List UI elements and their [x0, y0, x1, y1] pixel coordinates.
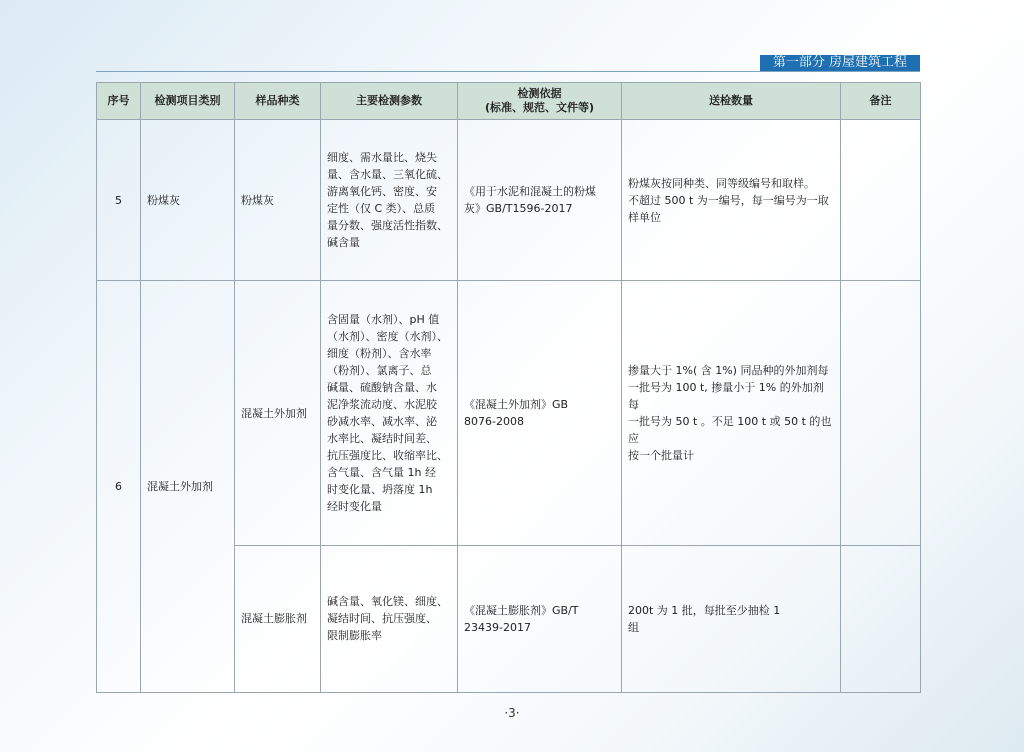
row-quantity: 掺量大于 1%( 含 1%) 同品种的外加剂每 一批号为 100 t, 掺量小于 1% 的外加剂每 一批号为 50 t 。不足 100 t 或 50 t 的也 应 按一个批量计 [622, 281, 841, 545]
col-header-remarks: 备注 [841, 83, 921, 120]
table-row [97, 120, 921, 281]
table-row [97, 281, 921, 545]
row-remarks [841, 545, 921, 692]
row-index: 6 [97, 281, 141, 693]
row-index: 5 [97, 120, 141, 281]
row-quantity: 粉煤灰按同种类、同等级编号和取样。 不超过 500 t 为一编号，每一编号为一取 样单位 [622, 120, 841, 281]
row-params: 碱含量、氧化镁、细度、 凝结时间、抗压强度、 限制膨胀率 [321, 545, 458, 692]
row-params: 含固量（水剂）、pH 值 （水剂）、密度（水剂）、 细度（粉剂）、含水率 （粉剂）、氯离子、总 碱量、硫酸钠含量、水 泥净浆流动度、水泥胶 砂减水率、减水率、泌 水率比、凝结时间差、 抗压强度比、收缩率比、 含气量、含气量 1h 经 时变化量、坍落度 1h 经时变化量 [321, 281, 458, 545]
col-header-basis-line2: (标准、规范、文件等) [484, 101, 595, 114]
table-header-row [97, 83, 921, 120]
header-rule [96, 71, 920, 72]
col-header-quantity: 送检数量 [622, 83, 841, 120]
col-header-sample-type: 样品种类 [235, 83, 321, 120]
row-remarks [841, 120, 921, 281]
row-sample-type: 混凝土外加剂 [235, 281, 321, 545]
row-params: 细度、需水量比、烧失 量、含水量、三氧化硫、 游离氧化钙、密度、安 定性（仅 C 类）、总质 量分数、强度活性指数、 碱含量 [321, 120, 458, 281]
col-header-basis-line1: 检测依据 [517, 87, 562, 100]
row-quantity: 200t 为 1 批，每批至少抽检 1 组 [622, 545, 841, 692]
row-sample-type: 粉煤灰 [235, 120, 321, 281]
col-header-basis [458, 83, 622, 120]
page-number: ·3· [504, 706, 520, 720]
col-header-category: 检测项目类别 [141, 83, 235, 120]
row-category: 粉煤灰 [141, 120, 235, 281]
row-remarks [841, 281, 921, 545]
section-title-badge: 第一部分 房屋建筑工程 [760, 55, 920, 71]
row-basis: 《用于水泥和混凝土的粉煤 灰》GB/T1596-2017 [458, 120, 622, 281]
row-category: 混凝土外加剂 [141, 281, 235, 693]
row-basis: 《混凝土外加剂》GB 8076-2008 [458, 281, 622, 545]
col-header-index: 序号 [97, 83, 141, 120]
row-basis: 《混凝土膨胀剂》GB/T 23439-2017 [458, 545, 622, 692]
inspection-table [96, 82, 921, 693]
col-header-params: 主要检测参数 [321, 83, 458, 120]
row-sample-type: 混凝土膨胀剂 [235, 545, 321, 692]
